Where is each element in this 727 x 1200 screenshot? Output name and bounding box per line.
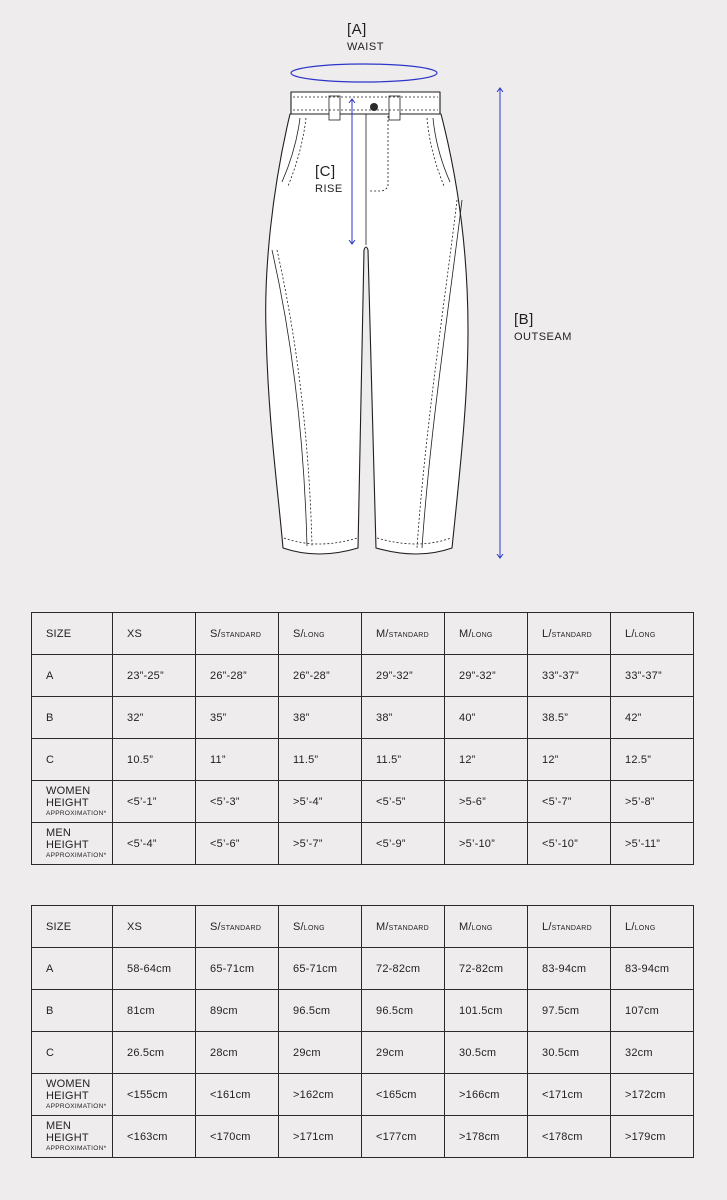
table-cell: >172cm: [611, 1074, 694, 1116]
table-cell: <5’-3”: [196, 781, 279, 823]
size-s-standard: S/STANDARD: [196, 613, 279, 655]
size-header: SIZE: [32, 613, 113, 655]
table-cell: 96.5cm: [362, 990, 445, 1032]
table-cell: >178cm: [445, 1116, 528, 1158]
row-label-women-height: WOMEN HEIGHT APPROXIMATION*: [32, 1074, 113, 1116]
table-cell: <177cm: [362, 1116, 445, 1158]
row-label-men-height: MEN HEIGHT APPROXIMATION*: [32, 1116, 113, 1158]
table-row-women-height: [32, 1074, 694, 1116]
table-cell: 65-71cm: [196, 948, 279, 990]
waist-word: WAIST: [347, 41, 384, 53]
table-row-men-height: [32, 1116, 694, 1158]
size-header: SIZE: [32, 906, 113, 948]
table-cell: >5’-11”: [611, 823, 694, 865]
size-xs: XS: [113, 906, 196, 948]
rise-code: [C]: [315, 163, 336, 180]
table-cell: <5’-5”: [362, 781, 445, 823]
table-cell: 107cm: [611, 990, 694, 1032]
table-cell: 58-64cm: [113, 948, 196, 990]
table-cell: 32cm: [611, 1032, 694, 1074]
table-cell: <165cm: [362, 1074, 445, 1116]
table-cell: 10.5”: [113, 739, 196, 781]
table-cell: 89cm: [196, 990, 279, 1032]
table-cell: >5’-7”: [279, 823, 362, 865]
table-cell: 97.5cm: [528, 990, 611, 1032]
table-cell: 83-94cm: [528, 948, 611, 990]
size-l-long: L/LONG: [611, 906, 694, 948]
waist-label: [347, 22, 384, 53]
outseam-word: OUTSEAM: [514, 331, 572, 343]
table-cell: <5’-6”: [196, 823, 279, 865]
row-label-women-height: WOMEN HEIGHT APPROXIMATION*: [32, 781, 113, 823]
table-row-women-height: [32, 781, 694, 823]
table-cell: <5’-7”: [528, 781, 611, 823]
table-cell: >166cm: [445, 1074, 528, 1116]
size-m-long: M/LONG: [445, 906, 528, 948]
table-row-men-height: [32, 823, 694, 865]
table-cell: 11.5”: [362, 739, 445, 781]
table-cell: 12”: [528, 739, 611, 781]
size-s-standard: S/STANDARD: [196, 906, 279, 948]
table-cell: 26.5cm: [113, 1032, 196, 1074]
row-label-c: C: [32, 739, 113, 781]
table-cell: >5’-4”: [279, 781, 362, 823]
rise-label: [315, 164, 343, 195]
rise-word: RISE: [315, 183, 343, 195]
row-label-c: C: [32, 1032, 113, 1074]
table-row-b: [32, 697, 694, 739]
table-cell: 12”: [445, 739, 528, 781]
table-cell: 12.5”: [611, 739, 694, 781]
table-cell: >5’-10”: [445, 823, 528, 865]
table-cell: 28cm: [196, 1032, 279, 1074]
row-label-a: A: [32, 655, 113, 697]
table-cell: 30.5cm: [445, 1032, 528, 1074]
table-cell: 65-71cm: [279, 948, 362, 990]
size-l-standard: L/STANDARD: [528, 906, 611, 948]
table-cell: 101.5cm: [445, 990, 528, 1032]
row-label-b: B: [32, 697, 113, 739]
button-icon: [370, 103, 378, 111]
table-cell: <163cm: [113, 1116, 196, 1158]
pants-diagram: [0, 0, 727, 590]
table-row-a: [32, 948, 694, 990]
size-table-cm: [31, 905, 694, 1158]
table-cell: 72-82cm: [362, 948, 445, 990]
table-cell: >5-6”: [445, 781, 528, 823]
table-cell: 11.5”: [279, 739, 362, 781]
table-cell: <170cm: [196, 1116, 279, 1158]
outseam-code: [B]: [514, 311, 534, 328]
table-cell: <5’-9”: [362, 823, 445, 865]
row-label-men-height: MEN HEIGHT APPROXIMATION*: [32, 823, 113, 865]
table-cell: <5’-4”: [113, 823, 196, 865]
table-cell: 29”-32”: [445, 655, 528, 697]
size-l-standard: L/STANDARD: [528, 613, 611, 655]
size-l-long: L/LONG: [611, 613, 694, 655]
table-row-b: [32, 990, 694, 1032]
table-cell: <5’-10”: [528, 823, 611, 865]
outseam-label: [514, 312, 572, 343]
table-cell: 11”: [196, 739, 279, 781]
table-cell: 33”-37”: [528, 655, 611, 697]
table-cell: 40”: [445, 697, 528, 739]
table-cell: >162cm: [279, 1074, 362, 1116]
table-row-c: [32, 739, 694, 781]
table-cell: <178cm: [528, 1116, 611, 1158]
table-cell: 72-82cm: [445, 948, 528, 990]
table-cell: 29cm: [362, 1032, 445, 1074]
table-row-a: [32, 655, 694, 697]
table-cell: <171cm: [528, 1074, 611, 1116]
pants-outline: [266, 92, 468, 554]
table-cell: 42”: [611, 697, 694, 739]
table-cell: 83-94cm: [611, 948, 694, 990]
table-row-c: [32, 1032, 694, 1074]
table-cell: 29”-32”: [362, 655, 445, 697]
table-cell: 38”: [362, 697, 445, 739]
table-cell: 23”-25”: [113, 655, 196, 697]
table-cell: <155cm: [113, 1074, 196, 1116]
size-s-long: S/LONG: [279, 906, 362, 948]
size-table-inches: [31, 612, 694, 865]
table-cell: 35”: [196, 697, 279, 739]
table-cell: >5’-8”: [611, 781, 694, 823]
size-s-long: S/LONG: [279, 613, 362, 655]
table-cell: 38.5”: [528, 697, 611, 739]
table-cell: 26”-28”: [279, 655, 362, 697]
table-cell: >171cm: [279, 1116, 362, 1158]
table-cell: 33”-37”: [611, 655, 694, 697]
table-header-row: [32, 613, 694, 655]
table-cell: 26”-28”: [196, 655, 279, 697]
table-cell: 30.5cm: [528, 1032, 611, 1074]
row-label-b: B: [32, 990, 113, 1032]
size-m-standard: M/STANDARD: [362, 906, 445, 948]
size-xs: XS: [113, 613, 196, 655]
table-cell: <5’-1”: [113, 781, 196, 823]
table-cell: 38”: [279, 697, 362, 739]
table-cell: 81cm: [113, 990, 196, 1032]
table-header-row: [32, 906, 694, 948]
table-cell: 29cm: [279, 1032, 362, 1074]
size-m-long: M/LONG: [445, 613, 528, 655]
waist-code: [A]: [347, 21, 367, 38]
table-cell: 96.5cm: [279, 990, 362, 1032]
table-cell: 32”: [113, 697, 196, 739]
row-label-a: A: [32, 948, 113, 990]
table-cell: >179cm: [611, 1116, 694, 1158]
waist-ellipse: [291, 64, 437, 82]
size-m-standard: M/STANDARD: [362, 613, 445, 655]
table-cell: <161cm: [196, 1074, 279, 1116]
